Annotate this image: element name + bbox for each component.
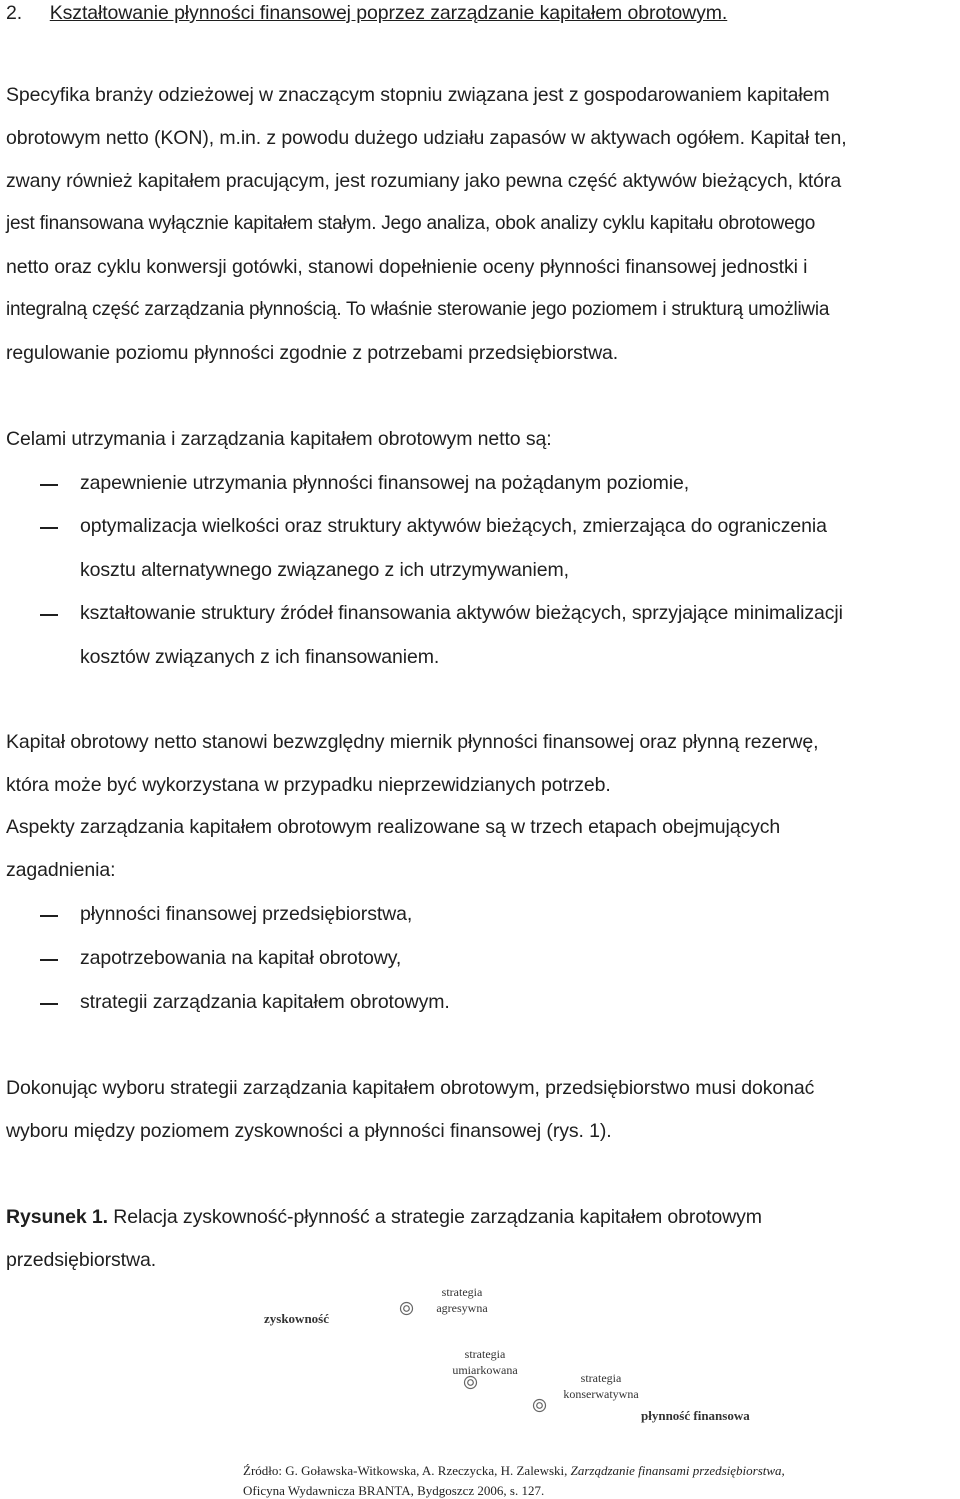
source-authors: Źródło: G. Goławska-Witkowska, A. Rzeczycka, H. Zalewski, xyxy=(243,1463,571,1478)
figure-caption-label: Rysunek 1. xyxy=(6,1206,108,1228)
p1-line-2: obrotowym netto (KON), m.in. z powodu dużego udziału zapasów w aktywach ogółem. Kapitał ten, xyxy=(6,127,847,149)
strategy-label-line-2: agresywna xyxy=(436,1301,488,1315)
strategy-marker-conservative-icon xyxy=(532,1398,547,1413)
x-axis-label: płynność finansowa xyxy=(641,1408,750,1423)
p2-line-4: zagadnienia: xyxy=(6,859,116,881)
y-axis-label: zyskowność xyxy=(264,1311,330,1326)
section-number: 2. xyxy=(6,2,23,24)
strategy-label-conservative xyxy=(553,1370,649,1402)
goal-item-3-line-2: kosztów związanych z ich finansowaniem. xyxy=(80,646,440,668)
list-dash xyxy=(40,484,58,486)
p3-line-2: wyboru między poziomem zyskowności a płynności finansowej (rys. 1). xyxy=(6,1120,612,1142)
aspect-item-2: zapotrzebowania na kapitał obrotowy, xyxy=(80,947,402,969)
strategy-label-line-1: strategia xyxy=(464,1347,506,1361)
strategy-label-line-1: strategia xyxy=(441,1285,483,1299)
list-dash xyxy=(40,1003,58,1005)
aspect-item-1: płynności finansowej przedsiębiorstwa, xyxy=(80,903,413,925)
section-heading xyxy=(6,2,727,25)
p2-line-1: Kapitał obrotowy netto stanowi bezwzględny miernik płynności finansowej oraz płynną rezerwę, xyxy=(6,731,819,753)
source-book-title: Zarządzanie finansami przedsiębiorstwa, xyxy=(570,1463,785,1478)
section-title-link[interactable]: Kształtowanie płynności finansowej poprzez zarządzanie kapitałem obrotowym. xyxy=(49,2,728,24)
list-dash xyxy=(40,527,58,529)
goals-intro: Celami utrzymania i zarządzania kapitałem obrotowym netto są: xyxy=(6,428,552,450)
goal-item-3-line-1: kształtowanie struktury źródeł finansowania aktywów bieżących, sprzyjające minimalizacji xyxy=(80,602,843,624)
p3-line-1: Dokonując wyboru strategii zarządzania kapitałem obrotowym, przedsiębiorstwo musi dokonać xyxy=(6,1077,815,1099)
p2-line-3: Aspekty zarządzania kapitałem obrotowym realizowane są w trzech etapach obejmujących xyxy=(6,816,781,838)
p1-line-1: Specyfika branży odzieżowej w znaczącym stopniu związana jest z gospodarowaniem kapitałem xyxy=(6,84,830,106)
aspect-item-3: strategii zarządzania kapitałem obrotowym. xyxy=(80,991,450,1013)
goal-item-1: zapewnienie utrzymania płynności finansowej na pożądanym poziomie, xyxy=(80,472,690,494)
strategy-label-line-1: strategia xyxy=(580,1371,622,1385)
strategy-label-line-2: konserwatywna xyxy=(563,1387,639,1401)
strategy-label-moderate xyxy=(445,1346,525,1378)
strategy-label-aggressive xyxy=(430,1284,494,1316)
strategy-label-line-2: umiarkowana xyxy=(452,1363,518,1377)
figure-source-line-1 xyxy=(243,1463,785,1479)
goal-item-2-line-2: kosztu alternatywnego związanego z ich utrzymywaniem, xyxy=(80,559,569,581)
p1-line-3: zwany również kapitałem pracującym, jest rozumiany jako pewna część aktywów bieżących, która xyxy=(6,170,842,192)
goal-item-2-line-1: optymalizacja wielkości oraz struktury aktywów bieżących, zmierzająca do ograniczenia xyxy=(80,515,827,537)
figure-source-line-2: Oficyna Wydawnicza BRANTA, Bydgoszcz 2006, s. 127. xyxy=(243,1483,545,1498)
list-dash xyxy=(40,959,58,961)
p1-line-6: integralną część zarządzania płynnością. To właśnie sterowanie jego poziomem i strukturą umożliwia xyxy=(6,299,830,320)
figure-caption xyxy=(6,1206,762,1229)
figure-caption-line-2: przedsiębiorstwa. xyxy=(6,1249,157,1271)
strategy-marker-aggressive-icon xyxy=(399,1301,414,1316)
list-dash xyxy=(40,614,58,616)
p1-line-7: regulowanie poziomu płynności zgodnie z potrzebami przedsiębiorstwa. xyxy=(6,342,619,364)
list-dash xyxy=(40,915,58,917)
p2-line-2: która może być wykorzystana w przypadku nieprzewidzianych potrzeb. xyxy=(6,774,611,796)
figure-caption-text: Relacja zyskowność-płynność a strategie zarządzania kapitałem obrotowym xyxy=(107,1206,762,1228)
p1-line-4: jest finansowana wyłącznie kapitałem stałym. Jego analiza, obok analizy cyklu kapitału obrotowego xyxy=(6,213,816,234)
p1-line-5: netto oraz cyklu konwersji gotówki, stanowi dopełnienie oceny płynności finansowej jednostki i xyxy=(6,256,808,278)
